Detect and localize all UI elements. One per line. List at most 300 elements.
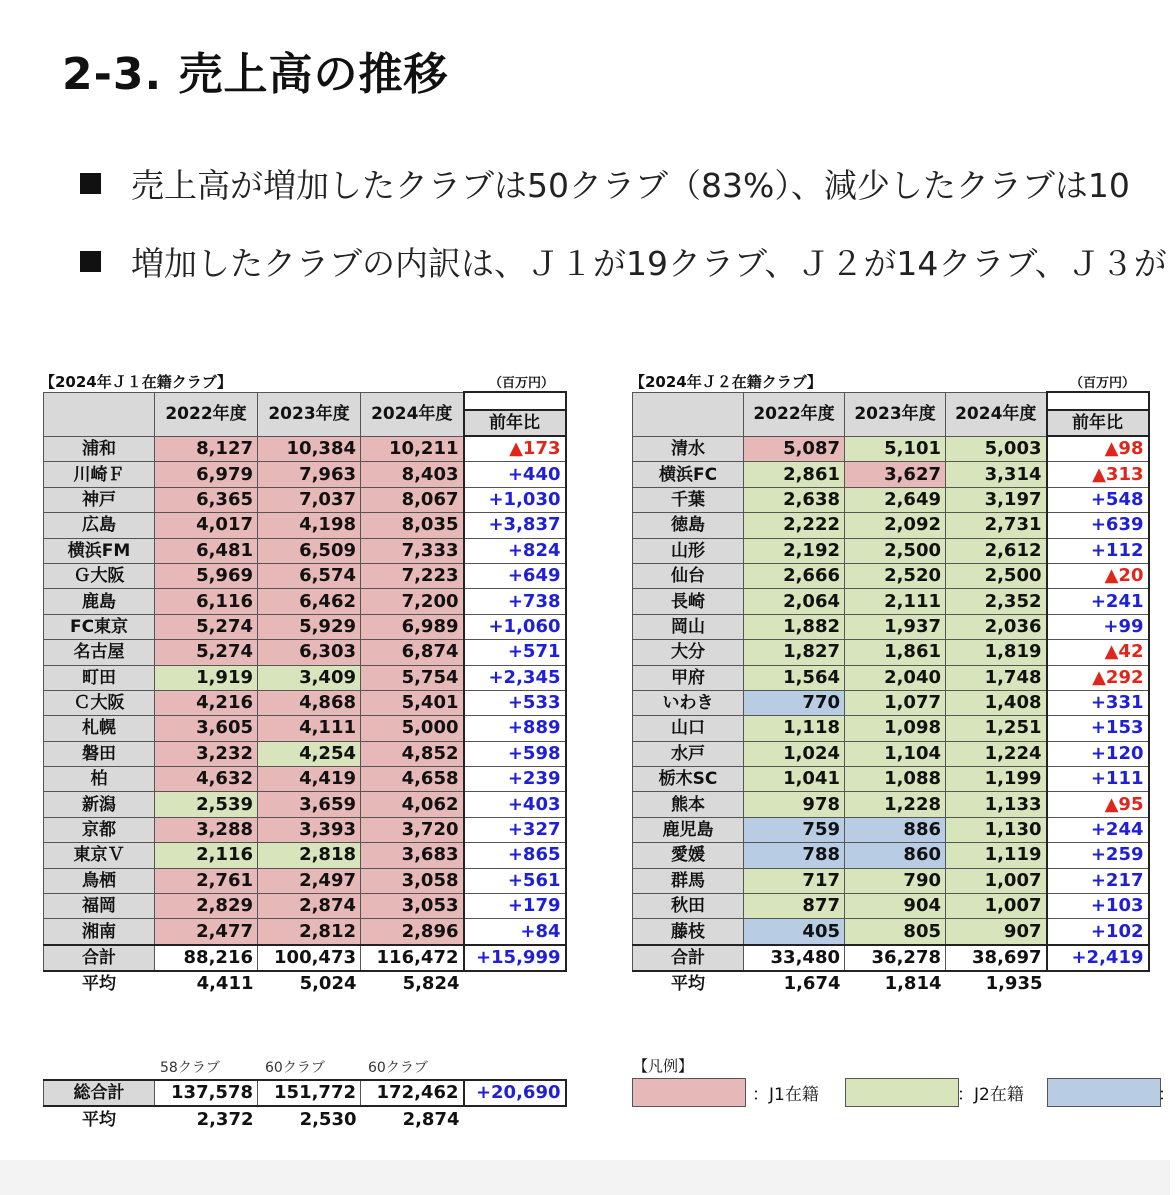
club-name: 長崎 (633, 589, 744, 614)
yoy-change: +103 (1047, 894, 1149, 919)
value-2023: 6,303 (258, 640, 361, 665)
value-2023: 1,077 (845, 690, 946, 715)
value-2022: 1,882 (744, 614, 845, 639)
club-name: 柏 (44, 767, 155, 792)
value-2022: 3,288 (155, 817, 258, 842)
total-yoy-change: +2,419 (1047, 945, 1149, 971)
club-name: 横浜FC (633, 462, 744, 487)
club-name: 鳥栖 (44, 868, 155, 893)
club-name: 山形 (633, 538, 744, 563)
page-title: 2-3. 売上高の推移 (62, 49, 449, 100)
value-2023: 904 (845, 894, 946, 919)
header-diff-cell (464, 392, 566, 436)
total-row (44, 945, 566, 971)
value-2023: 2,500 (845, 538, 946, 563)
legend-swatch-j3 (1047, 1078, 1161, 1107)
value-2024: 1,130 (946, 817, 1047, 842)
value-2023: 5,929 (258, 614, 361, 639)
club-name: 鹿島 (44, 589, 155, 614)
yoy-change: +179 (464, 894, 566, 919)
value-2023: 7,037 (258, 487, 361, 512)
value-2022: 877 (744, 894, 845, 919)
yoy-change: +533 (464, 690, 566, 715)
value-2023: 3,659 (258, 792, 361, 817)
value-2022: 1,827 (744, 640, 845, 665)
value-2023: 2,812 (258, 919, 361, 945)
yoy-change: +548 (1047, 487, 1149, 512)
header-diff: 前年比 (1048, 409, 1148, 435)
value-2023: 3,627 (845, 462, 946, 487)
yoy-change: +239 (464, 767, 566, 792)
value-2022: 717 (744, 868, 845, 893)
table-row (44, 589, 566, 614)
average-2022: 4,411 (155, 971, 258, 996)
table-row (633, 894, 1149, 919)
legend-swatch-j2 (845, 1078, 959, 1107)
value-2024: 1,748 (946, 665, 1047, 690)
club-name: 栃木SC (633, 767, 744, 792)
club-name: 横浜FM (44, 538, 155, 563)
value-2024: 7,223 (361, 563, 464, 588)
value-2022: 3,232 (155, 741, 258, 766)
legend-label-j3: ： (1158, 1085, 1175, 1105)
value-2022: 2,477 (155, 919, 258, 945)
yoy-change: +561 (464, 868, 566, 893)
value-2023: 4,198 (258, 513, 361, 538)
club-name: いわき (633, 690, 744, 715)
table-header-row (44, 392, 566, 436)
average-row (44, 1106, 566, 1131)
total-2024: 116,472 (361, 945, 464, 971)
value-2024: 3,314 (946, 462, 1047, 487)
value-2022: 2,638 (744, 487, 845, 512)
value-2023: 2,818 (258, 843, 361, 868)
value-2022: 2,861 (744, 462, 845, 487)
table-row (44, 716, 566, 741)
club-name: 広島 (44, 513, 155, 538)
yoy-change: +327 (464, 817, 566, 842)
value-2023: 886 (845, 817, 946, 842)
table-row (633, 690, 1149, 715)
yoy-change: +84 (464, 919, 566, 945)
yoy-change: ▲20 (1047, 563, 1149, 588)
value-2022: 2,064 (744, 589, 845, 614)
table-row (633, 487, 1149, 512)
value-2024: 2,731 (946, 513, 1047, 538)
value-2022: 2,829 (155, 894, 258, 919)
yoy-change: +639 (1047, 513, 1149, 538)
club-name: 愛媛 (633, 843, 744, 868)
value-2023: 4,868 (258, 690, 361, 715)
total-2023: 36,278 (845, 945, 946, 971)
club-name: 群馬 (633, 868, 744, 893)
value-2023: 6,574 (258, 563, 361, 588)
value-2024: 2,352 (946, 589, 1047, 614)
total-label: 総合計 (44, 1080, 155, 1106)
total-2024: 172,462 (361, 1080, 464, 1106)
table-header-row (633, 392, 1149, 436)
value-2022: 2,666 (744, 563, 845, 588)
value-2023: 2,111 (845, 589, 946, 614)
value-2024: 3,058 (361, 868, 464, 893)
header-club-cell (633, 392, 744, 436)
value-2024: 5,003 (946, 436, 1047, 462)
table-row (633, 436, 1149, 462)
yoy-change: +738 (464, 589, 566, 614)
value-2023: 4,254 (258, 741, 361, 766)
header-2023: 2023年度 (845, 392, 946, 436)
yoy-change: ▲95 (1047, 792, 1149, 817)
header-diff: 前年比 (465, 409, 565, 435)
club-name: 福岡 (44, 894, 155, 919)
value-2022: 2,192 (744, 538, 845, 563)
club-name: 浦和 (44, 436, 155, 462)
bullet-1 (80, 160, 1130, 207)
club-name: 仙台 (633, 563, 744, 588)
table-row (633, 614, 1149, 639)
header-2022: 2022年度 (744, 392, 845, 436)
yoy-change: ▲98 (1047, 436, 1149, 462)
table-row (633, 462, 1149, 487)
value-2023: 2,649 (845, 487, 946, 512)
value-2024: 2,500 (946, 563, 1047, 588)
club-name: Ｃ大阪 (44, 690, 155, 715)
table-row (633, 513, 1149, 538)
value-2023: 2,874 (258, 894, 361, 919)
club-name: 磐田 (44, 741, 155, 766)
value-2023: 4,419 (258, 767, 361, 792)
table-row (633, 665, 1149, 690)
yoy-change: +1,030 (464, 487, 566, 512)
table-row (633, 767, 1149, 792)
table-row (44, 462, 566, 487)
j1-table-caption: 【2024年Ｊ１在籍クラブ】 (40, 373, 232, 391)
value-2023: 3,409 (258, 665, 361, 690)
legend-label-j2: ：J2在籍 (957, 1085, 1024, 1105)
value-2023: 4,111 (258, 716, 361, 741)
table-row (633, 741, 1149, 766)
value-2022: 1,118 (744, 716, 845, 741)
club-count-2023: 60クラブ (265, 1060, 325, 1076)
yoy-change: +241 (1047, 589, 1149, 614)
j2-revenue-table (632, 391, 1150, 997)
average-row (44, 971, 566, 996)
yoy-change: +1,060 (464, 614, 566, 639)
value-2024: 7,333 (361, 538, 464, 563)
value-2022: 4,017 (155, 513, 258, 538)
value-2022: 1,564 (744, 665, 845, 690)
average-2022: 2,372 (155, 1106, 258, 1131)
value-2024: 3,053 (361, 894, 464, 919)
yoy-change: ▲173 (464, 436, 566, 462)
j1-unit-label: （百万円） (489, 376, 555, 391)
average-label: 平均 (44, 971, 155, 996)
value-2024: 5,401 (361, 690, 464, 715)
yoy-change: +440 (464, 462, 566, 487)
value-2022: 5,274 (155, 614, 258, 639)
table-row (44, 741, 566, 766)
value-2023: 2,092 (845, 513, 946, 538)
bullet-2-text: 増加したクラブの内訳は、Ｊ１が19クラブ、Ｊ２が14クラブ、Ｊ３が (131, 244, 1167, 283)
table-row (44, 487, 566, 512)
value-2023: 860 (845, 843, 946, 868)
club-name: FC東京 (44, 614, 155, 639)
yoy-change: +153 (1047, 716, 1149, 741)
value-2022: 978 (744, 792, 845, 817)
value-2024: 1,007 (946, 894, 1047, 919)
value-2024: 6,989 (361, 614, 464, 639)
value-2024: 7,200 (361, 589, 464, 614)
value-2022: 1,041 (744, 767, 845, 792)
club-name: 徳島 (633, 513, 744, 538)
value-2023: 1,228 (845, 792, 946, 817)
value-2023: 2,520 (845, 563, 946, 588)
club-name: 甲府 (633, 665, 744, 690)
yoy-change: +217 (1047, 868, 1149, 893)
value-2024: 10,211 (361, 436, 464, 462)
header-2022: 2022年度 (155, 392, 258, 436)
value-2024: 1,251 (946, 716, 1047, 741)
table-row (44, 843, 566, 868)
table-row (44, 513, 566, 538)
value-2022: 5,969 (155, 563, 258, 588)
value-2022: 6,116 (155, 589, 258, 614)
total-2022: 137,578 (155, 1080, 258, 1106)
value-2024: 1,119 (946, 843, 1047, 868)
table-row (44, 665, 566, 690)
average-2022: 1,674 (744, 971, 845, 996)
header-2024: 2024年度 (946, 392, 1047, 436)
value-2022: 2,116 (155, 843, 258, 868)
value-2024: 4,852 (361, 741, 464, 766)
j2-table-caption: 【2024年Ｊ２在籍クラブ】 (630, 373, 822, 391)
total-yoy-change: +15,999 (464, 945, 566, 971)
value-2023: 1,098 (845, 716, 946, 741)
average-2023: 1,814 (845, 971, 946, 996)
yoy-change: +244 (1047, 817, 1149, 842)
total-row (44, 1080, 566, 1106)
value-2024: 1,199 (946, 767, 1047, 792)
header-club-cell (44, 392, 155, 436)
value-2024: 4,062 (361, 792, 464, 817)
value-2024: 2,612 (946, 538, 1047, 563)
value-2022: 4,632 (155, 767, 258, 792)
bullet-2 (80, 238, 1167, 285)
value-2023: 805 (845, 919, 946, 945)
club-name: 川崎Ｆ (44, 462, 155, 487)
yoy-change: +259 (1047, 843, 1149, 868)
value-2024: 4,658 (361, 767, 464, 792)
value-2024: 907 (946, 919, 1047, 945)
table-row (633, 640, 1149, 665)
club-name: 札幌 (44, 716, 155, 741)
table-row (633, 919, 1149, 945)
value-2023: 2,497 (258, 868, 361, 893)
value-2024: 5,754 (361, 665, 464, 690)
club-name: 秋田 (633, 894, 744, 919)
value-2024: 8,403 (361, 462, 464, 487)
average-2024: 5,824 (361, 971, 464, 996)
club-name: 湘南 (44, 919, 155, 945)
table-row (44, 894, 566, 919)
table-row (44, 640, 566, 665)
value-2024: 8,067 (361, 487, 464, 512)
footer-band (0, 1160, 1170, 1195)
bullet-1-text: 売上高が増加したクラブは50クラブ（83%）、減少したクラブは10 (131, 166, 1130, 205)
value-2022: 2,539 (155, 792, 258, 817)
yoy-change: +824 (464, 538, 566, 563)
value-2024: 2,036 (946, 614, 1047, 639)
header-2024: 2024年度 (361, 392, 464, 436)
value-2023: 790 (845, 868, 946, 893)
club-name: 名古屋 (44, 640, 155, 665)
club-name: 千葉 (633, 487, 744, 512)
header-diff-cell (1047, 392, 1149, 436)
average-2023: 2,530 (258, 1106, 361, 1131)
table-row (44, 767, 566, 792)
value-2023: 10,384 (258, 436, 361, 462)
yoy-change: +102 (1047, 919, 1149, 945)
value-2022: 2,222 (744, 513, 845, 538)
j2-table-body (633, 392, 1149, 997)
average-row (633, 971, 1149, 996)
value-2022: 770 (744, 690, 845, 715)
total-label: 合計 (44, 945, 155, 971)
grand-table-body (44, 1080, 566, 1132)
square-bullet-icon (80, 251, 101, 272)
value-2024: 3,720 (361, 817, 464, 842)
value-2024: 1,819 (946, 640, 1047, 665)
club-name: 新潟 (44, 792, 155, 817)
total-yoy-change: +20,690 (464, 1080, 566, 1106)
yoy-change: ▲313 (1047, 462, 1149, 487)
value-2023: 5,101 (845, 436, 946, 462)
yoy-change: +571 (464, 640, 566, 665)
table-row (44, 436, 566, 462)
table-row (633, 563, 1149, 588)
club-name: 水戸 (633, 741, 744, 766)
yoy-change: ▲42 (1047, 640, 1149, 665)
value-2022: 1,024 (744, 741, 845, 766)
average-label: 平均 (44, 1106, 155, 1131)
yoy-change: +598 (464, 741, 566, 766)
value-2024: 8,035 (361, 513, 464, 538)
table-row (44, 817, 566, 842)
table-row (44, 690, 566, 715)
value-2022: 1,919 (155, 665, 258, 690)
yoy-change: +865 (464, 843, 566, 868)
value-2023: 3,393 (258, 817, 361, 842)
value-2022: 8,127 (155, 436, 258, 462)
value-2024: 1,408 (946, 690, 1047, 715)
club-name: 藤枝 (633, 919, 744, 945)
table-row (633, 817, 1149, 842)
club-name: 熊本 (633, 792, 744, 817)
value-2022: 3,605 (155, 716, 258, 741)
average-2024: 1,935 (946, 971, 1047, 996)
club-name: 清水 (633, 436, 744, 462)
table-row (633, 868, 1149, 893)
club-name: 鹿児島 (633, 817, 744, 842)
average-blank (464, 1106, 566, 1131)
value-2024: 2,896 (361, 919, 464, 945)
value-2023: 1,937 (845, 614, 946, 639)
value-2022: 788 (744, 843, 845, 868)
yoy-change: +403 (464, 792, 566, 817)
club-name: 町田 (44, 665, 155, 690)
value-2022: 4,216 (155, 690, 258, 715)
total-2022: 88,216 (155, 945, 258, 971)
table-row (44, 538, 566, 563)
yoy-change: +889 (464, 716, 566, 741)
average-2023: 5,024 (258, 971, 361, 996)
value-2024: 1,133 (946, 792, 1047, 817)
value-2022: 759 (744, 817, 845, 842)
value-2023: 1,088 (845, 767, 946, 792)
header-2023: 2023年度 (258, 392, 361, 436)
table-row (633, 589, 1149, 614)
club-count-2024: 60クラブ (368, 1060, 428, 1076)
average-2024: 2,874 (361, 1106, 464, 1131)
value-2023: 2,040 (845, 665, 946, 690)
legend-swatch-j1 (632, 1078, 746, 1107)
total-label: 合計 (633, 945, 744, 971)
value-2024: 3,683 (361, 843, 464, 868)
average-blank (464, 971, 566, 996)
club-name: Ｇ大阪 (44, 563, 155, 588)
table-row (633, 843, 1149, 868)
value-2024: 6,874 (361, 640, 464, 665)
yoy-change: +120 (1047, 741, 1149, 766)
club-name: 東京Ｖ (44, 843, 155, 868)
yoy-change: +649 (464, 563, 566, 588)
value-2022: 6,979 (155, 462, 258, 487)
yoy-change: +2,345 (464, 665, 566, 690)
table-row (633, 538, 1149, 563)
value-2023: 1,861 (845, 640, 946, 665)
value-2022: 5,087 (744, 436, 845, 462)
club-count-2022: 58クラブ (160, 1060, 220, 1076)
value-2024: 1,007 (946, 868, 1047, 893)
table-row (633, 716, 1149, 741)
table-row (44, 868, 566, 893)
total-2023: 100,473 (258, 945, 361, 971)
value-2022: 6,481 (155, 538, 258, 563)
value-2024: 3,197 (946, 487, 1047, 512)
j1-revenue-table (43, 391, 567, 997)
yoy-change: +99 (1047, 614, 1149, 639)
club-name: 神戸 (44, 487, 155, 512)
total-2022: 33,480 (744, 945, 845, 971)
yoy-change: +111 (1047, 767, 1149, 792)
value-2023: 6,462 (258, 589, 361, 614)
table-row (44, 563, 566, 588)
grand-total-table (43, 1079, 567, 1132)
value-2022: 2,761 (155, 868, 258, 893)
value-2023: 6,509 (258, 538, 361, 563)
total-2023: 151,772 (258, 1080, 361, 1106)
j2-unit-label: （百万円） (1070, 376, 1136, 391)
legend-label-j1: ：J1在籍 (752, 1085, 819, 1105)
value-2023: 7,963 (258, 462, 361, 487)
average-blank (1047, 971, 1149, 996)
club-name: 大分 (633, 640, 744, 665)
value-2024: 5,000 (361, 716, 464, 741)
yoy-change: +112 (1047, 538, 1149, 563)
club-name: 山口 (633, 716, 744, 741)
value-2022: 5,274 (155, 640, 258, 665)
j1-table-body (44, 392, 566, 997)
